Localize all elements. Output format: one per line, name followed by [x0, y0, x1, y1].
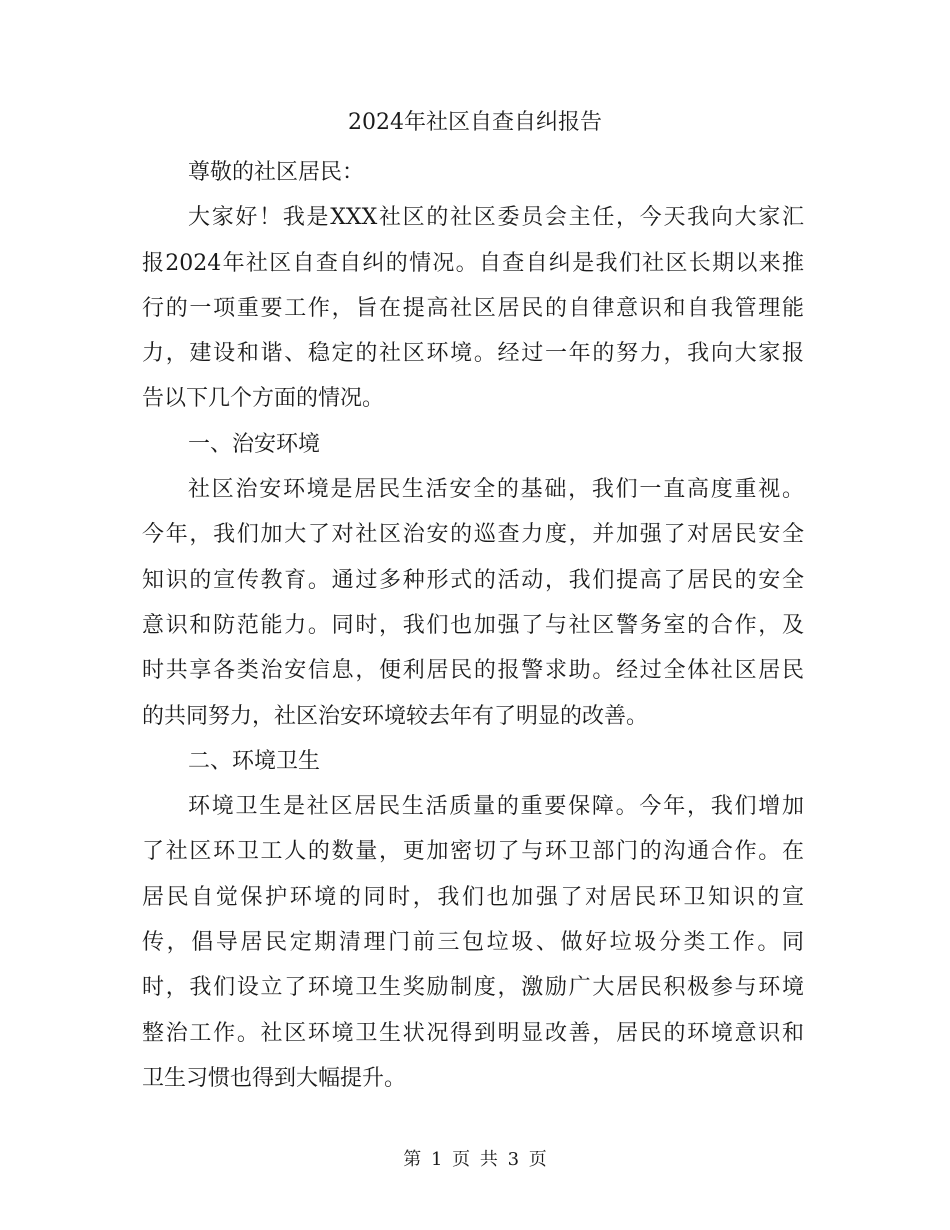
paragraph-line: 意识和防范能力。同时，我们也加强了与社区警务室的合作，及	[142, 612, 804, 638]
paragraph-line: 行的一项重要工作，旨在提高社区居民的自律意识和自我管理能	[142, 295, 804, 321]
paragraph-line: 居民自觉保护环境的同时，我们也加强了对居民环卫知识的宣	[142, 884, 804, 910]
section2-paragraph	[142, 784, 804, 1101]
paragraph-line: 大家好！我是XXX社区的社区委员会主任，今天我向大家汇	[188, 205, 804, 231]
paragraph-line: 社区治安环境是居民生活安全的基础，我们一直高度重视。	[188, 477, 804, 503]
section1-paragraph	[142, 467, 804, 739]
paragraph-line: 告以下几个方面的情况。	[142, 386, 385, 412]
paragraph-line: 时，我们设立了环境卫生奖励制度，激励广大居民积极参与环境	[142, 975, 804, 1001]
document-body	[142, 150, 804, 1101]
paragraph-line: 传，倡导居民定期清理门前三包垃圾、做好垃圾分类工作。同	[142, 930, 804, 956]
salutation: 尊敬的社区居民：	[188, 160, 365, 185]
intro-paragraph	[142, 195, 804, 421]
paragraph-line: 报2024年社区自查自纠的情况。自查自纠是我们社区长期以来推	[142, 250, 804, 276]
paragraph-line: 整治工作。社区环境卫生状况得到明显改善，居民的环境意识和	[142, 1020, 804, 1046]
paragraph-line: 知识的宣传教育。通过多种形式的活动，我们提高了居民的安全	[142, 567, 804, 593]
paragraph-line: 今年，我们加大了对社区治安的巡查力度，并加强了对居民安全	[142, 522, 804, 548]
paragraph-line: 时共享各类治安信息，便利居民的报警求助。经过全体社区居民	[142, 658, 804, 684]
section-heading-sanitation: 二、环境卫生	[188, 748, 321, 774]
document-title: 2024年社区自查自纠报告	[348, 110, 602, 135]
page-number: 第 1 页 共 3 页	[403, 1149, 547, 1170]
paragraph-line: 环境卫生是社区居民生活质量的重要保障。今年，我们增加	[188, 794, 804, 820]
paragraph-line: 力，建设和谐、稳定的社区环境。经过一年的努力，我向大家报	[142, 341, 804, 367]
paragraph-line: 卫生习惯也得到大幅提升。	[142, 1065, 407, 1091]
section-heading-public-security: 一、治安环境	[188, 431, 321, 457]
paragraph-line: 的共同努力，社区治安环境较去年有了明显的改善。	[142, 703, 649, 729]
paragraph-line: 了社区环卫工人的数量，更加密切了与环卫部门的沟通合作。在	[142, 839, 804, 865]
